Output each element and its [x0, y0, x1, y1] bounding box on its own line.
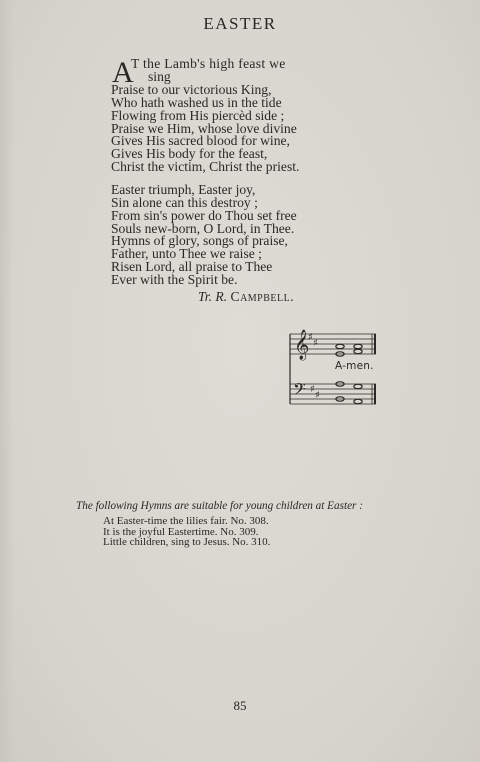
list-item: Little children, sing to Jesus. No. 310. — [103, 536, 271, 548]
verse-line: Flowing from His piercèd side ; — [111, 107, 285, 123]
verse-line: From sin's power do Thou set free — [111, 207, 297, 223]
verse-1 — [111, 84, 299, 174]
drop-cap: A — [112, 56, 134, 89]
verse-line: Ever with the Spirit be. — [111, 271, 238, 287]
svg-text:𝄢: 𝄢 — [293, 379, 306, 403]
verse-line: Risen Lord, all praise to Thee — [111, 259, 273, 275]
suitable-hymns-heading: The following Hymns are suitable for young children at Easter : — [76, 500, 363, 512]
verse1-first-line-a: T the Lamb's high feast we — [131, 56, 286, 71]
page-number: 85 — [233, 698, 247, 713]
verse-line: Gives His body for the feast, — [111, 146, 268, 162]
verse-line: Souls new-born, O Lord, in Thee. — [111, 220, 295, 236]
verse-line: Father, unto Thee we raise ; — [111, 246, 262, 262]
list-item: At Easter-time the lilies fair. No. 308. — [103, 515, 269, 527]
svg-text:𝄞: 𝄞 — [294, 330, 310, 360]
verse-line: Christ the victim, Christ the priest. — [111, 159, 300, 175]
verse-line: Praise to our victorious King, — [111, 82, 272, 97]
svg-text:♯: ♯ — [313, 338, 318, 349]
verse-line: Who hath washed us in the tide — [111, 94, 282, 110]
svg-text:♯: ♯ — [310, 384, 315, 395]
page-edge-shadow — [0, 0, 14, 762]
list-item: It is the joyful Eastertime. No. 309. — [103, 525, 259, 538]
translator-attribution — [198, 289, 294, 305]
verse-line: Easter triumph, Easter joy, — [111, 182, 256, 197]
svg-text:♯: ♯ — [308, 332, 313, 343]
amen-lyric: A-men. — [335, 360, 374, 372]
verse-line: Praise we Him, whose love divine — [111, 120, 297, 136]
verse1-first-line — [131, 58, 286, 84]
verse1-first-line-b: sing — [148, 68, 171, 84]
verse-line: Hymns of glory, songs of praise, — [111, 233, 288, 249]
verse-2 — [111, 184, 297, 287]
suitable-hymns-list — [103, 516, 270, 548]
verse-line: Gives His sacred blood for wine, — [111, 133, 290, 149]
attribution-prefix: Tr. R. — [198, 289, 231, 304]
page-title: EASTER — [203, 14, 277, 33]
verse-line: Sin alone can this destroy ; — [111, 194, 258, 210]
svg-text:♯: ♯ — [315, 390, 320, 401]
attribution-name: Campbell. — [230, 289, 295, 304]
